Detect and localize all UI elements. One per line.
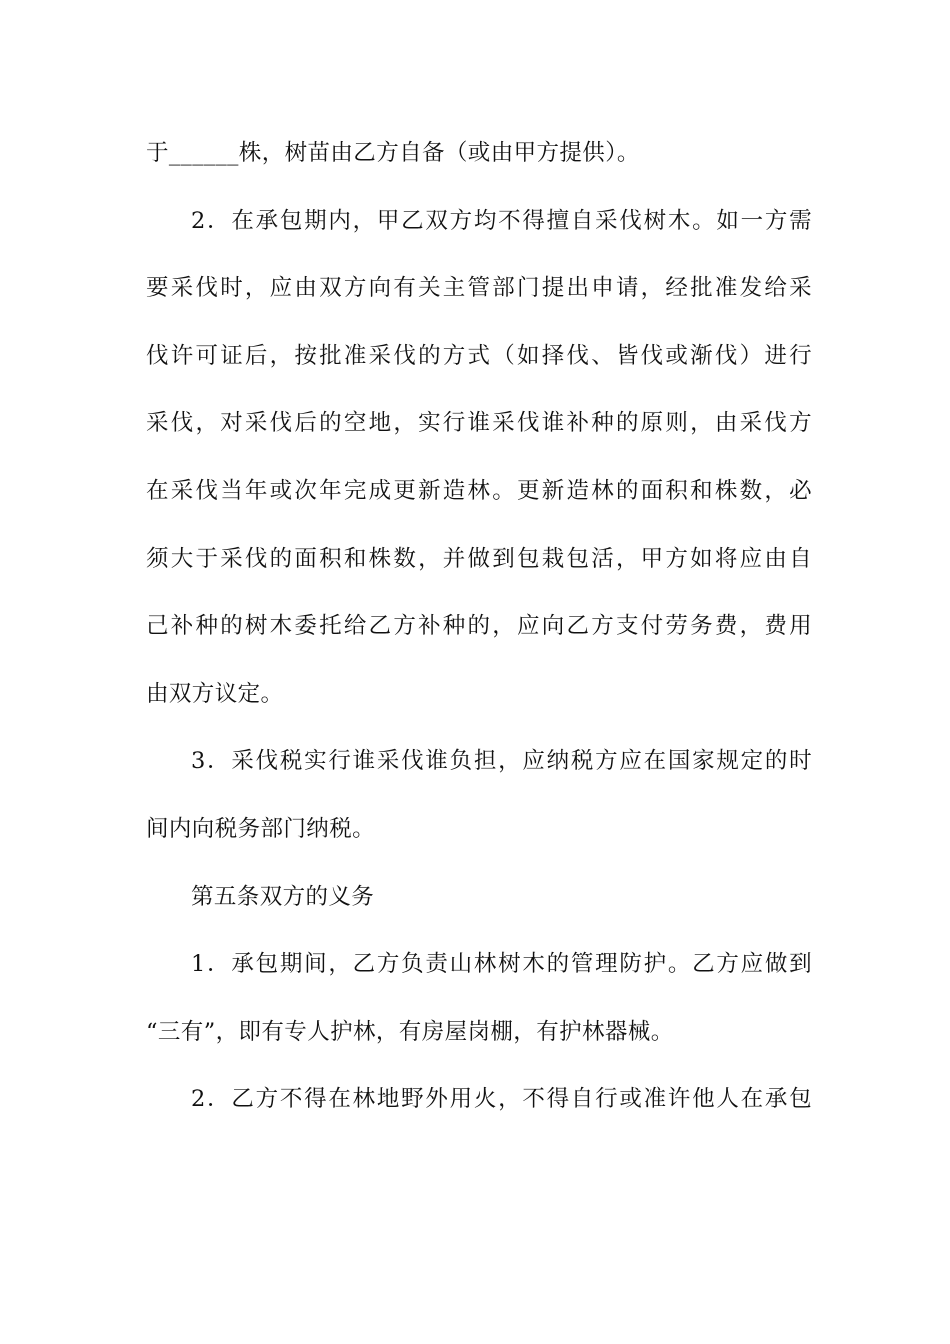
text-line: 1．承包期间，乙方负责山林树木的管理防护。乙方应做到 — [191, 951, 812, 978]
text-line: 2．乙方不得在林地野外用火，不得自行或准许他人在承包 — [191, 1086, 812, 1113]
text-line: “三有”，即有专人护林，有房屋岗棚，有护林器械。 — [146, 1018, 674, 1045]
text-line: 间内向税务部门纳税。 — [146, 815, 376, 842]
text-line: 于______株，树苗由乙方自备（或由甲方提供）。 — [146, 140, 640, 166]
text-line: 须大于采伐的面积和株数，并做到包栽包活，甲方如将应由自 — [146, 545, 812, 572]
text-line: 由双方议定。 — [146, 680, 284, 707]
text-line: 己补种的树木委托给乙方补种的，应向乙方支付劳务费，费用 — [146, 613, 812, 640]
text-line: 要采伐时，应由双方向有关主管部门提出申请，经批准发给采 — [146, 275, 812, 302]
contract-text — [146, 128, 812, 1142]
text-line: 2．在承包期内，甲乙双方均不得擅自采伐树木。如一方需 — [191, 207, 812, 234]
text-line: 在采伐当年或次年完成更新造林。更新造林的面积和株数，必 — [146, 477, 812, 504]
section-heading: 第五条双方的义务 — [191, 883, 375, 910]
text-line: 3．采伐税实行谁采伐谁负担，应纳税方应在国家规定的时 — [191, 748, 812, 775]
text-line: 伐许可证后，按批准采伐的方式（如择伐、皆伐或渐伐）进行 — [146, 342, 812, 369]
text-line: 采伐，对采伐后的空地，实行谁采伐谁补种的原则，由采伐方 — [146, 410, 812, 437]
